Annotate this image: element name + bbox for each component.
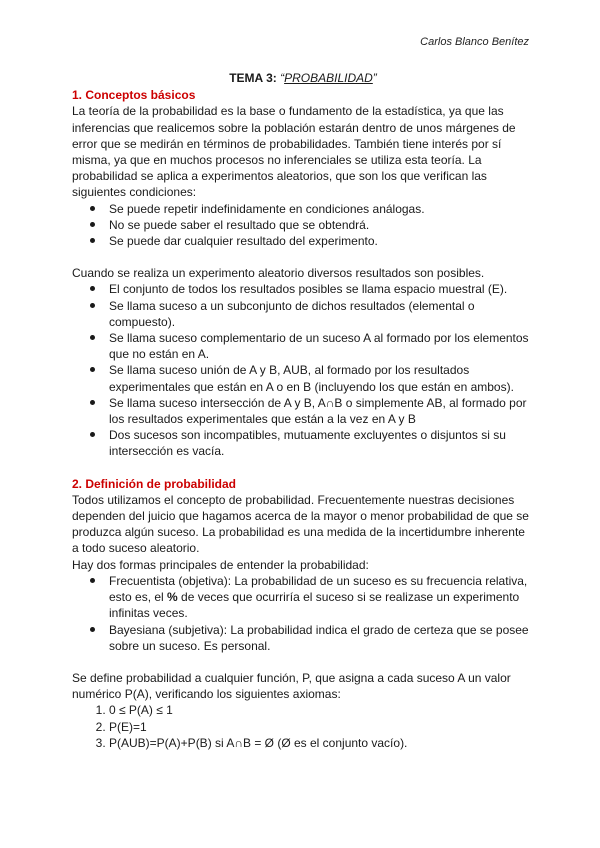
conditions-list [72, 201, 534, 250]
list-item: 1. 0 ≤ P(A) ≤ 1 [109, 702, 534, 718]
list-item [109, 622, 534, 654]
list-item: 3. P(AUB)=P(A)+P(B) si A∩B = Ø (Ø es el conjunto vacío). [109, 735, 534, 751]
results-intro: Cuando se realiza un experimento aleatorio diversos resultados son posibles. [72, 266, 485, 281]
forms-intro: Hay dos formas principales de entender la probabilidad: [72, 557, 369, 572]
section-2-intro: Todos utilizamos el concepto de probabilidad. Frecuentemente nuestras decisiones dependen del juicio que hagamos acerca de la mayor o menor probabilidad de que se produzca algún suceso. La probabilidad es una medida de la incertidumbre inherente a todo suceso aleatorio. [72, 492, 529, 556]
page-title [72, 70, 534, 86]
section-1-heading: 1. Conceptos básicos [72, 88, 196, 103]
list-item: Se llama suceso complementario de un suceso A al formado por los elementos que no están en A. [109, 330, 534, 362]
form-text-c: de veces que ocurriría el suceso si se realizase un experimento infinitas veces. [109, 590, 520, 621]
axioms-list [72, 702, 534, 751]
list-item: Se llama suceso a un subconjunto de dichos resultados (elemental o compuesto). [109, 298, 534, 330]
author-name: Carlos Blanco Benítez [420, 36, 529, 48]
title-prefix: TEMA 3: [229, 71, 281, 85]
results-list [72, 281, 534, 459]
form-text-a: Bayesiana (subjetiva): La probabilidad indica el grado de certeza que se posee sobre un suceso. Es personal. [109, 622, 529, 653]
form-text-a: Frecuentista (objetiva): La probabilidad de un suceso es su frecuencia relativa, esto es, el [109, 573, 528, 605]
forms-list [72, 573, 534, 654]
axioms-intro: Se define probabilidad a cualquier función, P, que asigna a cada suceso A un valor numérico P(A), verificando los siguientes axiomas: [72, 670, 511, 702]
list-item: El conjunto de todos los resultados posibles se llama espacio muestral (E). [109, 281, 534, 297]
title-name: PROBABILIDAD [284, 71, 373, 85]
list-item: Dos sucesos son incompatibles, mutuamente excluyentes o disjuntos si su intersección es vacía. [109, 427, 534, 459]
list-item: 2. P(E)=1 [109, 719, 534, 735]
title-subject [280, 71, 377, 85]
percent-symbol: % [167, 590, 178, 605]
list-item [109, 573, 534, 622]
list-item: Se puede repetir indefinidamente en condiciones análogas. [109, 201, 534, 217]
list-item: Se llama suceso unión de A y B, AUB, al formado por los resultados experimentales que están en A o en B (incluyendo los que están en ambos). [109, 362, 534, 394]
title-quote-open: “ [280, 71, 285, 85]
list-item: Se puede dar cualquier resultado del experimento. [109, 233, 534, 249]
title-quote-close: ” [372, 71, 377, 85]
section-1-intro: La teoría de la probabilidad es la base o fundamento de la estadística, ya que las inferencias que realicemos sobre la población estarán dentro de unos márgenes de error que se medirán en términos de probabilidades. También tiene interés por sí misma, ya que en muchos procesos no inferenciales se utiliza esta teoría. La probabilidad se aplica a experimentos aleatorios, que son los que verifican las siguientes condiciones: [72, 104, 516, 200]
section-2-heading: 2. Definición de probabilidad [72, 476, 237, 491]
document-body [72, 70, 534, 751]
list-item: No se puede saber el resultado que se obtendrá. [109, 217, 534, 233]
list-item: Se llama suceso intersección de A y B, A∩B o simplemente AB, al formado por los resultados experimentales que están a la vez en A y B [109, 395, 534, 427]
